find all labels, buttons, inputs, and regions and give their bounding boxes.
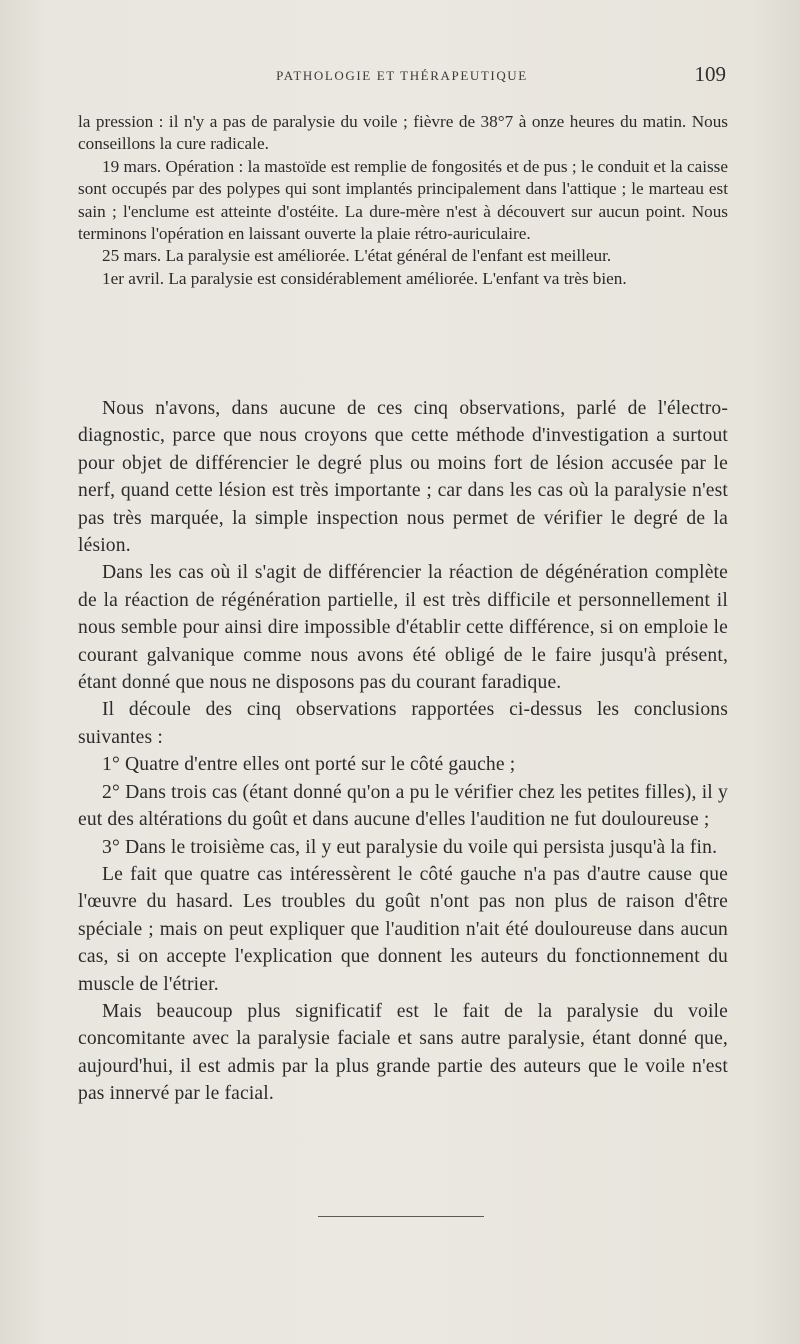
body-paragraph: Dans les cas où il s'agit de différencier la réaction de dégénération complète de la réaction de régénération partielle, il est très difficile et personnellement il nous semble pour ainsi dire impossible d'établir cette différence, si on emploie le courant galvanique comme nous avons été obligé de le faire jusqu'à présent, étant donné que nous ne disposons pas du courant faradique. (78, 562, 728, 694)
footer-rule (318, 1216, 484, 1217)
page-number: 109 (694, 62, 726, 86)
body-paragraph: Le fait que quatre cas intéressèrent le côté gauche n'a pas d'autre cause que l'œuvre du hasard. Les troubles du goût n'ont pas non plus de raison d'être spéciale ; mais on peut expliquer que l'audition n'ait été douloureuse dans aucun cas, si on accepte l'explication que donnent les auteurs du fonctionnement du muscle de l'étrier. (78, 863, 728, 995)
running-head: PATHOLOGIE ET THÉRAPEUTIQUE (276, 68, 528, 83)
body-paragraph: Mais beaucoup plus significatif est le fait de la paralysie du voile concomitante avec la paralysie faciale et sans autre paralysie, étant donné que, aujourd'hui, il est admis par la plus grande partie des auteurs que le voile n'est pas innervé par le facial. (78, 1000, 728, 1105)
case-notes (78, 111, 728, 290)
body-paragraph: Il découle des cinq observations rapportées ci-dessus les conclusions suivantes : (78, 699, 728, 748)
body-paragraph: Nous n'avons, dans aucune de ces cinq observations, parlé de l'électro-diagnostic, parce que nous croyons que cette méthode d'investigation a surtout pour objet de différencier le degré plus ou moins fort de lésion accusée par le nerf, quand cette lésion est très importante ; car dans les cas où la paralysie n'est pas très marquée, la simple inspection nous permet de vérifier le degré de la lésion. (78, 398, 728, 557)
case-note-paragraph: 19 mars. Opération : la mastoïde est remplie de fongosités et de pus ; le conduit et la caisse sont occupés par des polypes qui sont implantés principalement dans l'attique ; le marteau est sain ; l'enclume est atteinte d'ostéite. La dure-mère n'est à découvert sur aucun point. Nous terminons l'opération en laissant ouverte la plaie rétro-auriculaire. (78, 156, 728, 244)
main-text (78, 395, 728, 1108)
conclusion-item: 3° Dans le troisième cas, il y eut paralysie du voile qui persista jusqu'à la fin. (102, 836, 718, 858)
case-note-paragraph: 25 mars. La paralysie est améliorée. L'état général de l'enfant est meilleur. (102, 246, 612, 266)
case-note-paragraph: 1er avril. La paralysie est considérablement améliorée. L'enfant va très bien. (102, 268, 627, 288)
case-note-paragraph: la pression : il n'y a pas de paralysie du voile ; fièvre de 38°7 à onze heures du matin. Nous conseillons la cure radicale. (78, 112, 728, 154)
conclusion-item: 2° Dans trois cas (étant donné qu'on a pu le vérifier chez les petites filles), il y eut des altérations du goût et dans aucune d'elles l'audition ne fut douloureuse ; (78, 781, 728, 831)
conclusion-item: 1° Quatre d'entre elles ont porté sur le côté gauche ; (102, 754, 516, 776)
page-header (78, 62, 726, 92)
